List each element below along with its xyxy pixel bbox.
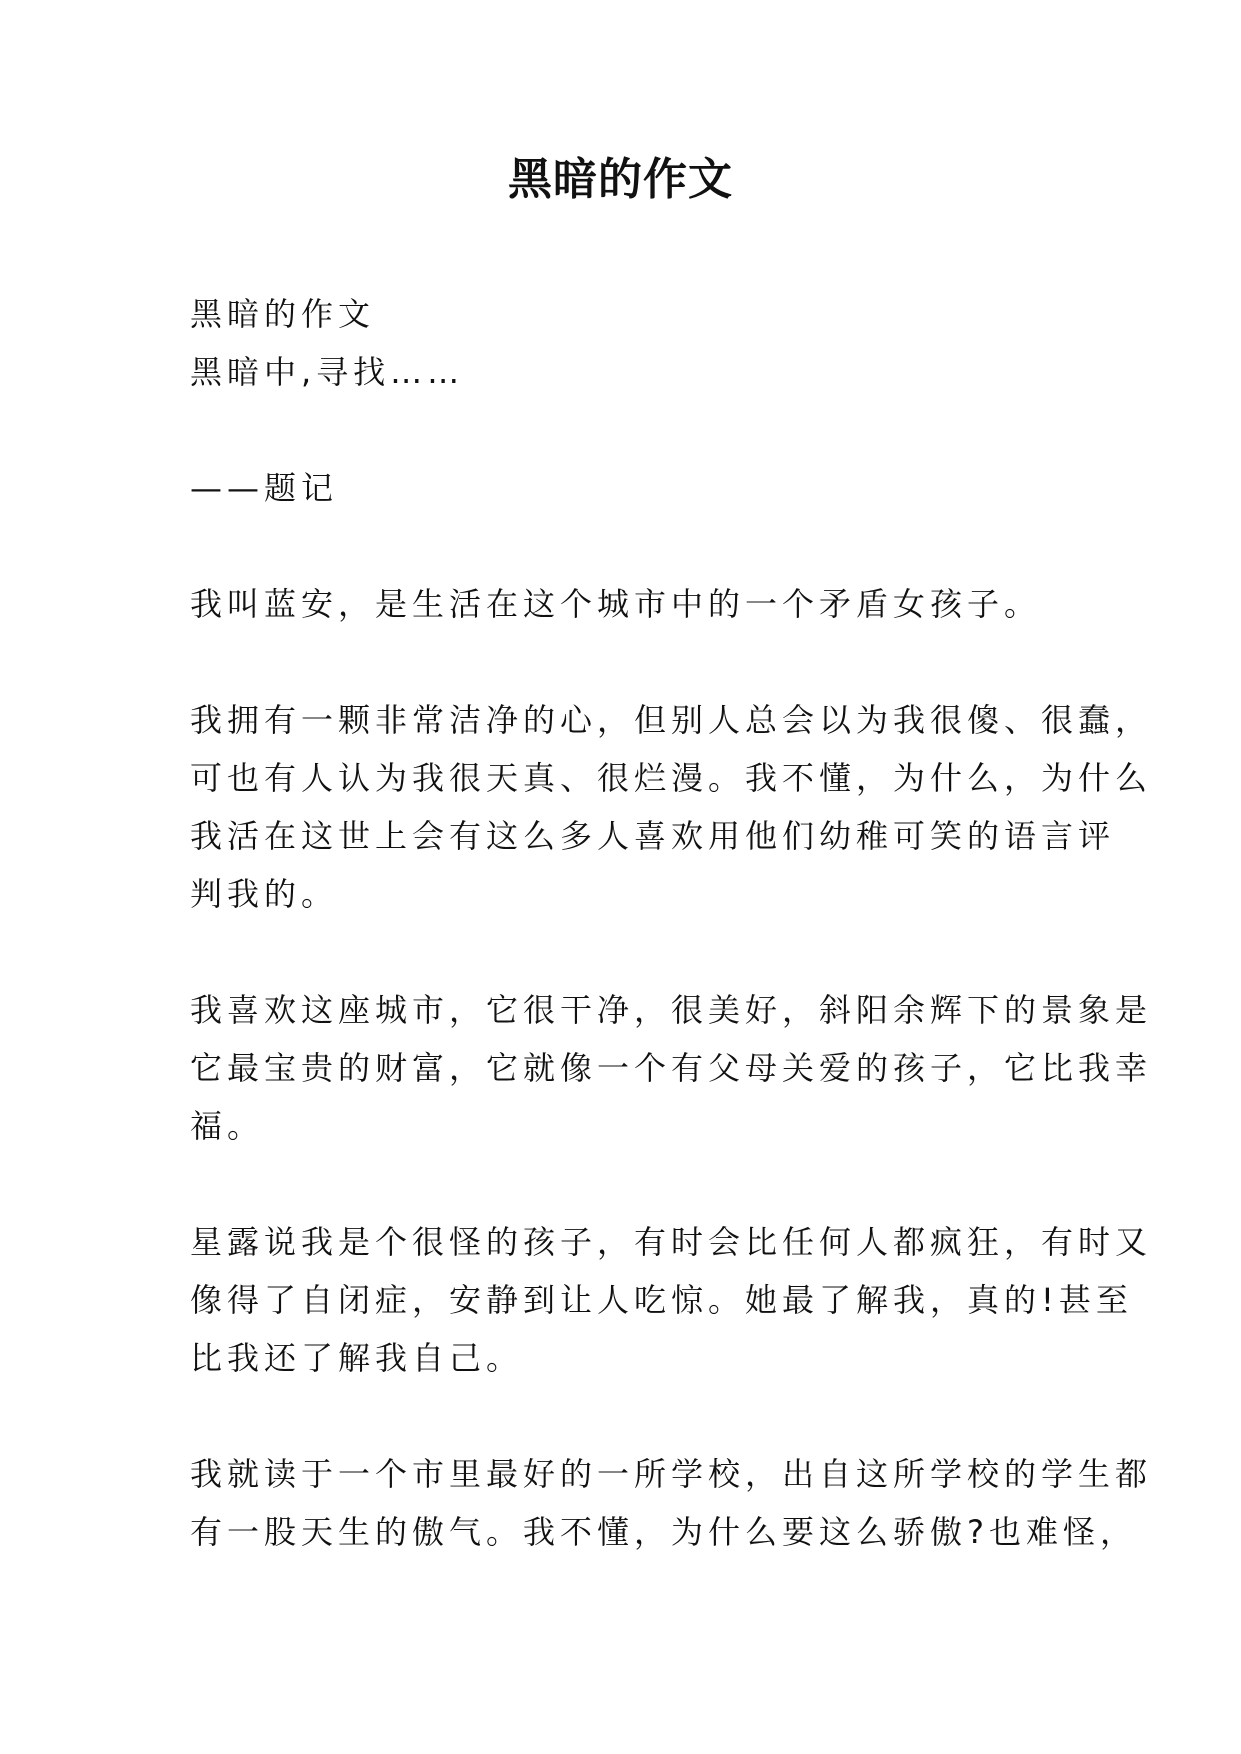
- epigraph-line: 黑暗中,寻找……: [190, 353, 465, 391]
- document-title: 黑暗的作文: [508, 154, 733, 205]
- spacer: [190, 923, 1070, 981]
- paragraph-line: 像得了自闭症，安静到让人吃惊。她最了解我，真的!甚至: [190, 1281, 1133, 1319]
- paragraph-line: 星露说我是个很怪的孩子，有时会比任何人都疯狂，有时又: [190, 1223, 1153, 1261]
- paragraph-3: [190, 981, 1153, 1155]
- document-body: [190, 285, 1153, 1561]
- paragraph-1: [190, 575, 1070, 633]
- paragraph-line: 我活在这世上会有这么多人喜欢用他们幼稚可笑的语言评: [190, 817, 1116, 855]
- paragraph-2: [190, 691, 1153, 923]
- paragraph-line: 判我的。: [190, 875, 339, 913]
- paragraph-line: 它最宝贵的财富，它就像一个有父母关爱的孩子，它比我幸: [190, 1049, 1153, 1087]
- spacer: [190, 1155, 1070, 1213]
- spacer: [190, 1387, 1070, 1445]
- paragraph-line: 福。: [190, 1107, 265, 1145]
- subtitle-line: 黑暗的作文: [190, 295, 376, 333]
- epigraph-source-line: ——题记: [190, 469, 339, 507]
- paragraph-4: [190, 1213, 1153, 1387]
- spacer: [190, 517, 1070, 575]
- paragraph-line: 比我还了解我自己。: [190, 1339, 524, 1377]
- paragraph-line: 可也有人认为我很天真、很烂漫。我不懂，为什么，为什么: [190, 759, 1153, 797]
- spacer: [190, 633, 1070, 691]
- paragraph-line: 我拥有一颗非常洁净的心，但别人总会以为我很傻、很蠢，: [190, 701, 1153, 739]
- paragraph-line: 我叫蓝安，是生活在这个城市中的一个矛盾女孩子。: [190, 585, 1042, 623]
- spacer: [190, 401, 1070, 459]
- paragraph-line: 我喜欢这座城市，它很干净，很美好，斜阳余辉下的景象是: [190, 991, 1153, 1029]
- paragraph-line: 有一股天生的傲气。我不懂，为什么要这么骄傲?也难怪，: [190, 1513, 1137, 1551]
- paragraph-5: [190, 1445, 1153, 1561]
- paragraph-line: 我就读于一个市里最好的一所学校，出自这所学校的学生都: [190, 1455, 1153, 1493]
